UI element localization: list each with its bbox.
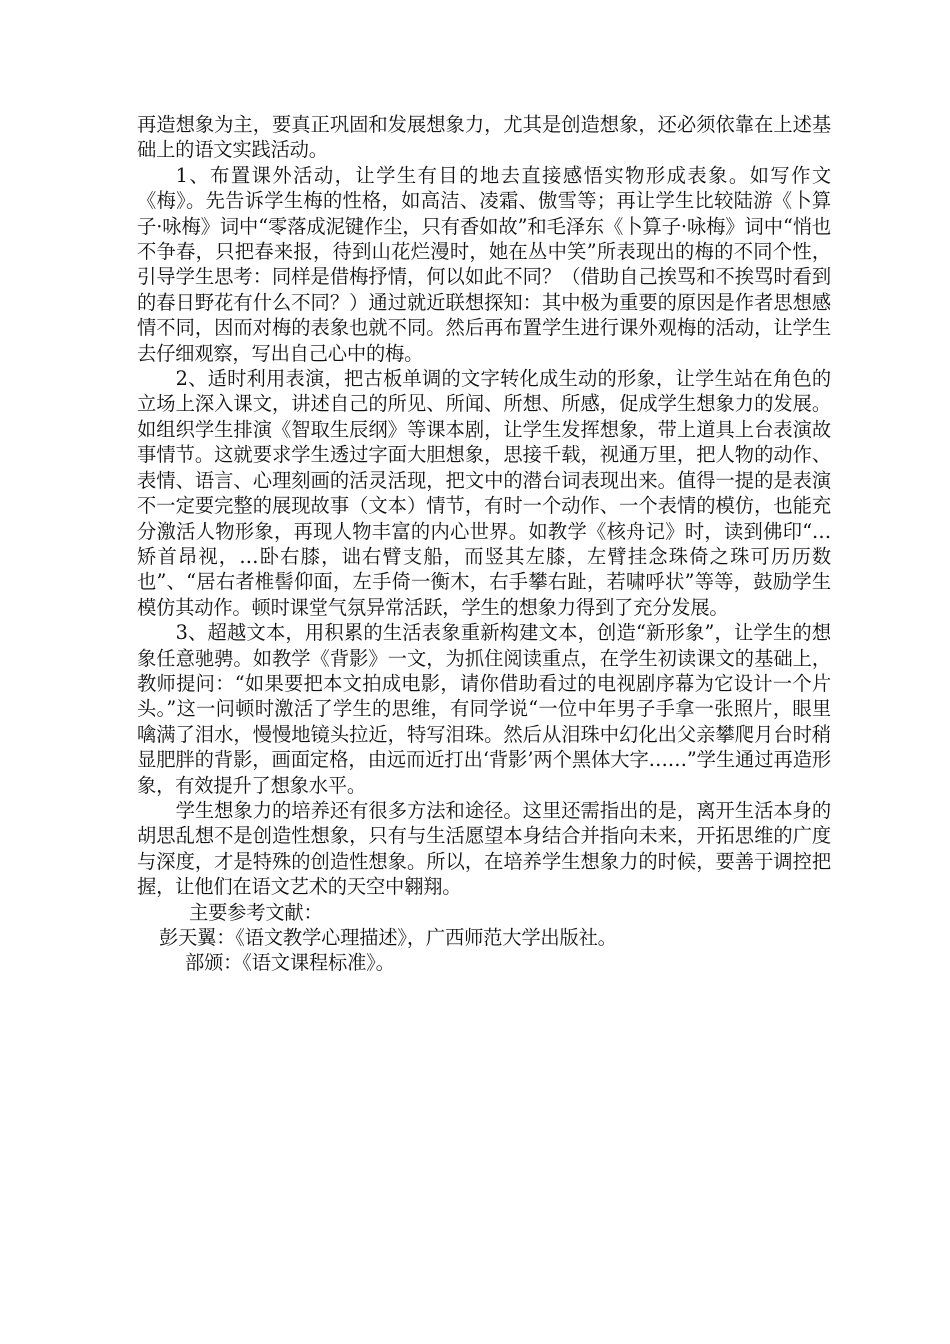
paragraph-point-3: 3、超越文本，用积累的生活表象重新构建文本，创造“新形象”，让学生的想象任意驰骋。如教学《背影》一文，为抓住阅读重点，在学生初读课文的基础上，教师提问：“如果要把本文拍成电影，请你借助看过的电视剧序幕为它设计一个片头。”这一问顿时激活了学生的思维，有同学说“一位中年男子手拿一张照片，眼里噙满了泪水，慢慢地镜头拉近，特写泪珠。然后从泪珠中幻化出父亲攀爬月台时稍显肥胖的背影，画面定格，由远而近打出‘背影’两个黑体大字……”学生通过再造形象，有效提升了想象水平。: [137, 621, 831, 797]
reference-item: 彭天翼：《语文教学心理描述》，广西师范大学出版社。: [159, 926, 617, 949]
paragraph-point-2: 2、适时利用表演，把古板单调的文字转化成生动的形象，让学生站在角色的立场上深入课文，讲述自己的所见、所闻、所想、所感，促成学生想象力的发展。如组织学生排演《智取生辰纲》等课本剧，让学生发挥想象，带上道具上台表演故事情节。这就要求学生透过字面大胆想象，思接千载，视通万里，把人物的动作、表情、语言、心理刻画的活灵活现，把文中的潜台词表现出来。值得一提的是表演不一定要完整的展现故事（文本）情节，有时一个动作、一个表情的模仿，也能充分激活人物形象，再现人物丰富的内心世界。如教学《核舟记》时，读到佛印“…矫首昂视，…卧右膝，诎右臂支船，而竖其左膝，左臂挂念珠倚之珠可历历数也”、“居右者椎髻仰面，左手倚一衡木，右手攀右趾，若啸呼状”等等，鼓励学生模仿其动作。顿时课堂气氛异常活跃，学生的想象力得到了充分发展。: [137, 367, 831, 619]
document-page: [137, 112, 831, 976]
paragraph-point-1: 1、布置课外活动，让学生有目的地去直接感悟实物形成表象。如写作文《梅》。先告诉学生梅的性格，如高洁、凌霜、傲雪等；再让学生比较陆游《卜算子·咏梅》词中“零落成泥键作尘，只有香如故”和毛泽东《卜算子·咏梅》词中“悄也不争春，只把春来报，待到山花烂漫时，她在丛中笑”所表现出的梅的不同个性，引导学生思考：同样是借梅抒情，何以如此不同？（借助自己挨骂和不挨骂时看到的春日野花有什么不同？）通过就近联想探知：其中极为重要的原因是作者思想感情不同，因而对梅的表象也就不同。然后再布置学生进行课外观梅的活动，让学生去仔细观察，写出自己心中的梅。: [137, 163, 831, 365]
paragraph-conclusion: 学生想象力的培养还有很多方法和途径。这里还需指出的是，离开生活本身的胡思乱想不是创造性想象，只有与生活愿望本身结合并指向未来，开拓思维的广度与深度，才是特殊的创造性想象。所以，在培养学生想象力的时候，要善于调控把握，让他们在语文艺术的天空中翱翔。: [137, 798, 831, 899]
references-heading: 主要参考文献：: [189, 900, 323, 924]
reference-item: 部颁：《语文课程标准》。: [185, 951, 395, 975]
paragraph-continuation: 再造想象为主，要真正巩固和发展想象力，尤其是创造想象，还必须依靠在上述基础上的语文实践活动。: [137, 113, 831, 162]
